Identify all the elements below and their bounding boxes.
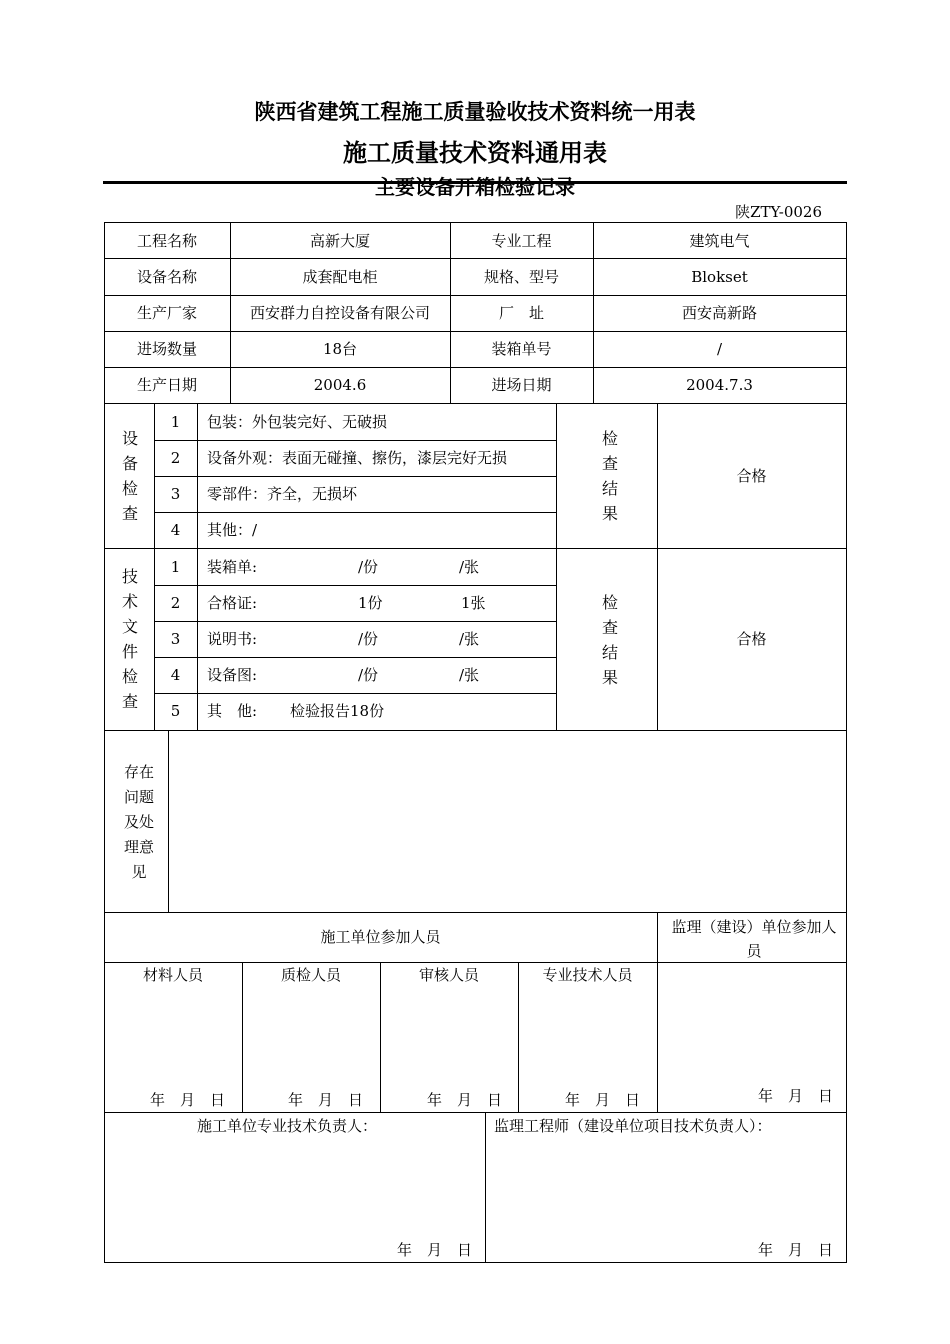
equipment-item-no: 2	[170, 449, 181, 467]
specialty-value: 建筑电气	[689, 232, 750, 250]
equipment-name-label: 设备名称	[136, 268, 197, 286]
quantity-label: 进场数量	[136, 340, 197, 358]
doc-item-copies: /份	[358, 558, 379, 576]
entry-date-label: 进场日期	[491, 376, 552, 394]
role-material: 材料人员	[142, 966, 203, 984]
address-value: 西安高新路	[681, 304, 757, 322]
construction-tech-lead-label: 施工单位专业技术负责人：	[197, 1117, 378, 1135]
doc-item-sheets: /张	[459, 630, 480, 648]
spec-value: Blokset	[691, 268, 748, 286]
equipment-item-text: 设备外观：表面无碰撞、擦伤，漆层完好无损	[207, 449, 508, 467]
date-supervision: 年 月 日	[758, 1087, 834, 1105]
equipment-item-text: 包装：外包装完好、无破损	[207, 413, 388, 431]
equipment-check-label: 设备检查	[121, 429, 138, 523]
doc-item-sheets: /张	[459, 558, 480, 576]
doc-item-sheets: 1张	[461, 594, 486, 612]
form-code: 陕ZTY-0026	[735, 203, 822, 221]
doc-item-no: 1	[170, 558, 181, 576]
doc-check-label: 技术文件检查	[121, 567, 138, 711]
date-supervisor: 年 月 日	[758, 1241, 834, 1259]
quantity-value: 18台	[322, 340, 358, 358]
equipment-item-no: 1	[170, 413, 181, 431]
date-review: 年 月 日	[427, 1091, 503, 1109]
doc-item-no: 2	[170, 594, 181, 612]
doc-item-name: 其 他:	[207, 702, 258, 720]
equipment-item-text: 其他：/	[207, 521, 258, 539]
doc-item-no: 4	[170, 666, 181, 684]
project-name-value: 高新大厦	[309, 232, 370, 250]
packing-no-label: 装箱单号	[491, 340, 552, 358]
issues-content[interactable]	[180, 745, 830, 895]
project-name-label: 工程名称	[136, 232, 197, 250]
date-material: 年 月 日	[150, 1091, 226, 1109]
doc-item-name: 设备图:	[207, 666, 258, 684]
doc-item-name: 合格证:	[207, 594, 258, 612]
supervisor-label: 监理工程师（建设单位项目技术负责人）：	[494, 1117, 772, 1135]
production-date-value: 2004.6	[313, 376, 367, 394]
construction-participants-label: 施工单位参加人员	[320, 928, 441, 946]
role-quality: 质检人员	[280, 966, 341, 984]
form-title-line2: 施工质量技术资料通用表	[343, 139, 607, 167]
equipment-item-no: 4	[170, 521, 181, 539]
issues-label: 存在问题及处理意见	[123, 763, 154, 881]
doc-item-no: 5	[170, 702, 181, 720]
doc-item-name: 装箱单:	[207, 558, 258, 576]
entry-date-value: 2004.7.3	[686, 376, 753, 394]
packing-no-value: /	[716, 340, 723, 358]
production-date-label: 生产日期	[136, 376, 197, 394]
form-title-line3: 主要设备开箱检验记录	[375, 175, 575, 199]
manufacturer-label: 生产厂家	[136, 304, 197, 322]
doc-item-no: 3	[170, 630, 181, 648]
doc-item-copies: 1份	[358, 594, 383, 612]
equipment-check-result: 合格	[736, 467, 767, 485]
doc-check-result-label: 检查结果	[601, 593, 618, 687]
specialty-label: 专业工程	[491, 232, 552, 250]
supervision-participants-label: 监理（建设）单位参加人员	[671, 918, 837, 960]
equipment-item-no: 3	[170, 485, 181, 503]
doc-item-copies: /份	[358, 630, 379, 648]
date-technical: 年 月 日	[565, 1091, 641, 1109]
role-review: 审核人员	[418, 966, 479, 984]
spec-label: 规格、型号	[483, 268, 559, 286]
role-technical: 专业技术人员	[542, 966, 633, 984]
address-label: 厂 址	[498, 304, 544, 322]
date-construction-tech-lead: 年 月 日	[397, 1241, 473, 1259]
doc-item-sheets: /张	[459, 666, 480, 684]
date-quality: 年 月 日	[288, 1091, 364, 1109]
doc-item-name: 说明书:	[207, 630, 258, 648]
manufacturer-value: 西安群力自控设备有限公司	[249, 304, 430, 322]
form-title-line1: 陕西省建筑工程施工质量验收技术资料统一用表	[254, 100, 696, 124]
doc-item-copies: 检验报告18份	[290, 702, 385, 720]
equipment-item-text: 零部件：齐全，无损坏	[207, 485, 358, 503]
doc-item-copies: /份	[358, 666, 379, 684]
equipment-check-result-label: 检查结果	[601, 429, 618, 523]
equipment-name-value: 成套配电柜	[302, 268, 378, 286]
doc-check-result: 合格	[736, 630, 767, 648]
